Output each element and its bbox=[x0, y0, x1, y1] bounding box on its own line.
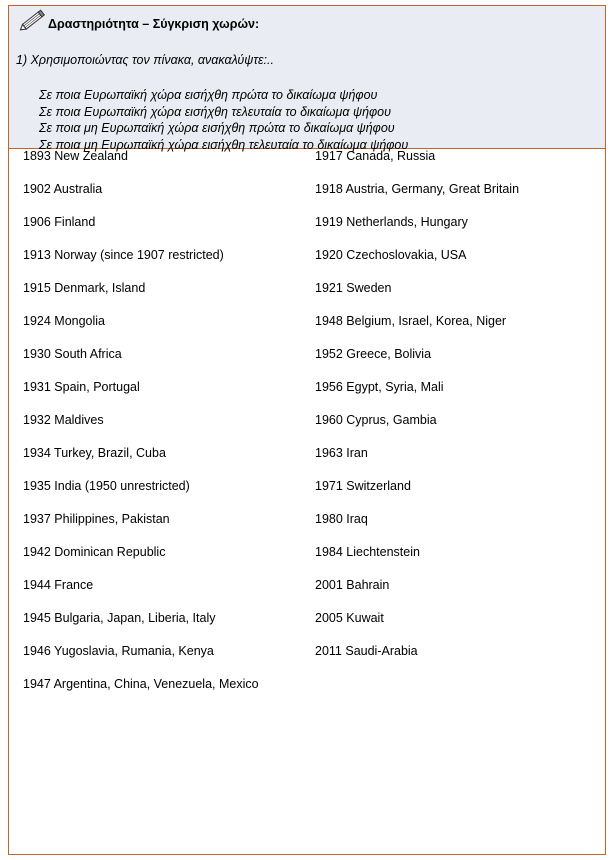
list-item: 1935 India (1950 unrestricted) bbox=[23, 479, 190, 493]
task-instruction: 1) Χρησιμοποιώντας τον πίνακα, ανακαλύψτε:.. bbox=[16, 53, 274, 67]
list-item: 1918 Austria, Germany, Great Britain bbox=[315, 182, 520, 196]
list-item: 2001 Bahrain bbox=[315, 578, 390, 592]
question-item: Σε ποια μη Ευρωπαϊκή χώρα εισήχθη πρώτα το δικαίωμα ψήφου bbox=[39, 121, 395, 135]
list-item: 1932 Maldives bbox=[23, 413, 104, 427]
list-item: 2011 Saudi-Arabia bbox=[315, 644, 418, 658]
list-item: 1944 France bbox=[23, 578, 94, 592]
list-item: 1937 Philippines, Pakistan bbox=[23, 512, 170, 526]
list-item: 1946 Yugoslavia, Rumania, Kenya bbox=[23, 644, 214, 658]
list-item: 1971 Switzerland bbox=[315, 479, 411, 493]
list-item: 1915 Denmark, Island bbox=[23, 281, 146, 295]
pencil-icon bbox=[18, 7, 48, 33]
list-item: 1893 New Zealand bbox=[23, 149, 128, 163]
list-item: 1924 Mongolia bbox=[23, 314, 106, 328]
list-item: 1906 Finland bbox=[23, 215, 96, 229]
list-item: 1919 Netherlands, Hungary bbox=[315, 215, 468, 229]
list-item: 1913 Norway (since 1907 restricted) bbox=[23, 248, 224, 262]
activity-title: Δραστηριότητα – Σύγκριση χωρών: bbox=[48, 17, 260, 31]
list-item: 1963 Iran bbox=[315, 446, 368, 460]
list-item: 1948 Belgium, Israel, Korea, Niger bbox=[315, 314, 507, 328]
list-item: 1917 Canada, Russia bbox=[315, 149, 436, 163]
list-item: 1956 Egypt, Syria, Mali bbox=[315, 380, 444, 394]
list-item: 1942 Dominican Republic bbox=[23, 545, 166, 559]
list-item: 1902 Australia bbox=[23, 182, 103, 196]
list-item: 1921 Sweden bbox=[315, 281, 392, 295]
list-item: 1930 South Africa bbox=[23, 347, 122, 361]
question-item: Σε ποια μη Ευρωπαϊκή χώρα εισήχθη τελευταία το δικαίωμα ψήφου bbox=[39, 137, 409, 152]
list-item: 1984 Liechtenstein bbox=[315, 545, 420, 559]
list-item: 1952 Greece, Bolivia bbox=[315, 347, 432, 361]
question-item: Σε ποια Ευρωπαϊκή χώρα εισήχθη τελευταία το δικαίωμα ψήφου bbox=[39, 104, 391, 119]
list-item: 1947 Argentina, China, Venezuela, Mexico bbox=[23, 677, 259, 691]
question-list bbox=[39, 87, 408, 153]
list-item: 1960 Cyprus, Gambia bbox=[315, 413, 437, 427]
list-item: 1945 Bulgaria, Japan, Liberia, Italy bbox=[23, 611, 216, 625]
suffrage-list-right bbox=[315, 148, 519, 676]
list-item: 1931 Spain, Portugal bbox=[23, 380, 140, 394]
suffrage-list-left bbox=[23, 148, 259, 709]
list-item: 1980 Iraq bbox=[315, 512, 368, 526]
list-item: 1920 Czechoslovakia, USA bbox=[315, 248, 467, 262]
list-item: 2005 Kuwait bbox=[315, 611, 384, 625]
list-item: 1934 Turkey, Brazil, Cuba bbox=[23, 446, 166, 460]
question-item: Σε ποια Ευρωπαϊκή χώρα εισήχθη πρώτα το δικαίωμα ψήφου bbox=[39, 88, 378, 102]
